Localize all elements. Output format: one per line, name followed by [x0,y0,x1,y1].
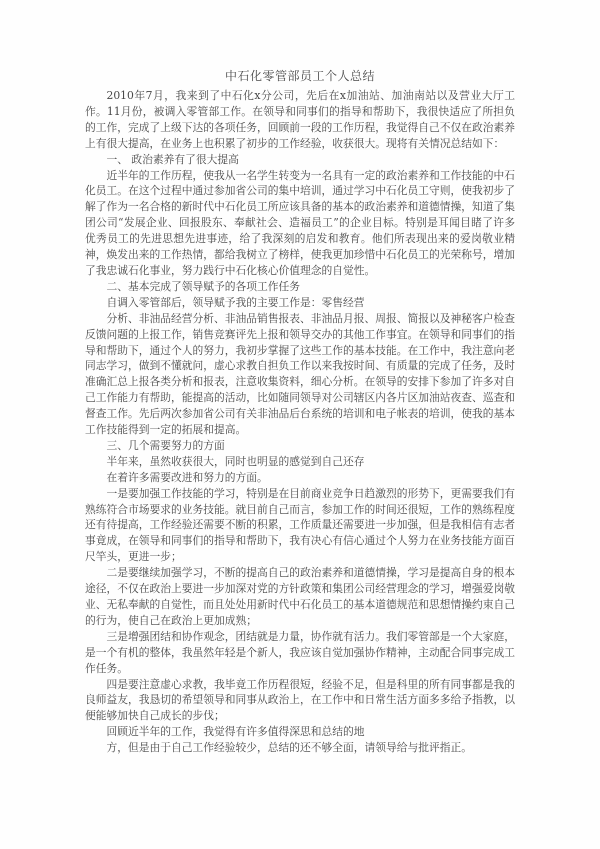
paragraph: 三是增强团结和协作观念，团结就是力量，协作就有活力。我们零管部是一个大家庭，是一个有机的整体，我虽然年轻是个新人，我应该自觉加强协作精神，主动配合同事完成工作任务。 [85,629,516,675]
paragraph: 半年来，虽然收获很大，同时也明显的感觉到自己还存 [106,454,365,468]
paragraph: 方，但是由于自己工作经验较少，总结的还不够全面，请领导给与批评指正。 [106,741,473,755]
paragraph: 一是要加强工作技能的学习，特别是在目前商业竞争日趋激烈的形势下，更需要我们有熟练符合市场要求的业务技能。就目前自己而言，参加工作的时间还很短，工作的熟练程度还有待提高，工作经验还需要不断的积累，工作质量还需要进一步加强，但是我相信有志者事竟成，在领导和同事们的指导和帮助下，我有决心有信心通过个人努力在业务技能方面百尺竿头，更进一步； [85,486,516,564]
paragraph: 二是要继续加强学习，不断的提高自己的政治素养和道德情操，学习是提高自身的根本途径，不仅在政治上要进一步加深对党的方针政策和集团公司经营理念的学习，增强爱岗敬业、无私奉献的自觉性，而且处处用新时代中石化员工的基本道德规范和思想情操约束自己的行为，使自己在政治上更加成熟； [85,566,516,627]
paragraph: 四是要注意虚心求教，我毕竟工作历程很短，经验不足，但是科里的所有同事都是我的良师益友，我恳切的希望领导和同事从政治上，在工作中和日常生活方面多多给予指教，以便能够加快自己成长的步伐； [85,677,516,723]
document-title: 中石化零管部员工个人总结 [224,69,375,83]
section-heading: 一、 政治素养有了很大提高 [106,152,239,166]
paragraph: 在着许多需要改进和努力的方面。 [106,470,268,484]
paragraph: 回顾近半年的工作，我觉得有许多值得深思和总结的地 [106,725,365,739]
section-heading: 三、几个需要努力的方面 [106,438,225,452]
section-heading: 二、基本完成了领导赋予的各项工作任务 [106,279,301,293]
document-body [85,88,515,756]
paragraph: 自调入零管部后，领导赋予我的主要工作是：零售经营 [106,295,365,309]
paragraph: 2010年7月，我来到了中石化x分公司，先后在x加油站、加油南站以及营业大厅工作。11月份，被调入零管部工作。在领导和同事们的指导和帮助下，我很快适应了所担负的工作，完成了上级下达的各项任务，回顾前一段的工作历程，我觉得自己不仅在政治素养上有很大提高，在业务上也积累了初步的工作经验，收获很大。现将有关情况总结如下： [85,89,516,150]
paragraph: 近半年的工作历程，使我从一名学生转变为一名具有一定的政治素养和工作技能的中石化员工。在这个过程中通过参加省公司的集中培训，通过学习中石化员工守则，使我初步了解了作为一名合格的新时代中石化员工所应该具备的基本的政治素养和道德情操，知道了集团公司“发展企业、回报股东、奉献社会、造福员工”的企业目标。特别是耳闻目睹了许多优秀员工的先进思想先进事迹，给了我深刻的启发和教育。他们所表现出来的爱岗敬业精神，焕发出来的工作热情，都给我树立了榜样，使我更加珍惜中石化员工的光荣称号，增加了我忠诚石化事业，努力践行中石化核心价值理念的自觉性。 [85,168,516,277]
paragraph: 分析、非油品经营分析、非油品销售报表、非油品月报、周报、简报以及神秘客户检查反馈问题的上报工作，销售竞赛评先上报和领导交办的其他工作事宜。在领导和同事们的指导和帮助下，通过个人的努力，我初步掌握了这些工作的基本技能。在工作中，我注意向老同志学习，做到不懂就问，虚心求教自担负工作以来我按时间、有质量的完成了任务，及时准确汇总上报各类分析和报表，注意收集资料，细心分析。在领导的安排下参加了许多对自己工作能力有帮助，能提高的活动，比如随同领导对公司辖区内各片区加油站夜查、巡查和督查工作。先后两次参加省公司有关非油品后台系统的培训和电子帐表的培训，使我的基本工作技能得到一定的拓展和提高。 [85,311,516,437]
